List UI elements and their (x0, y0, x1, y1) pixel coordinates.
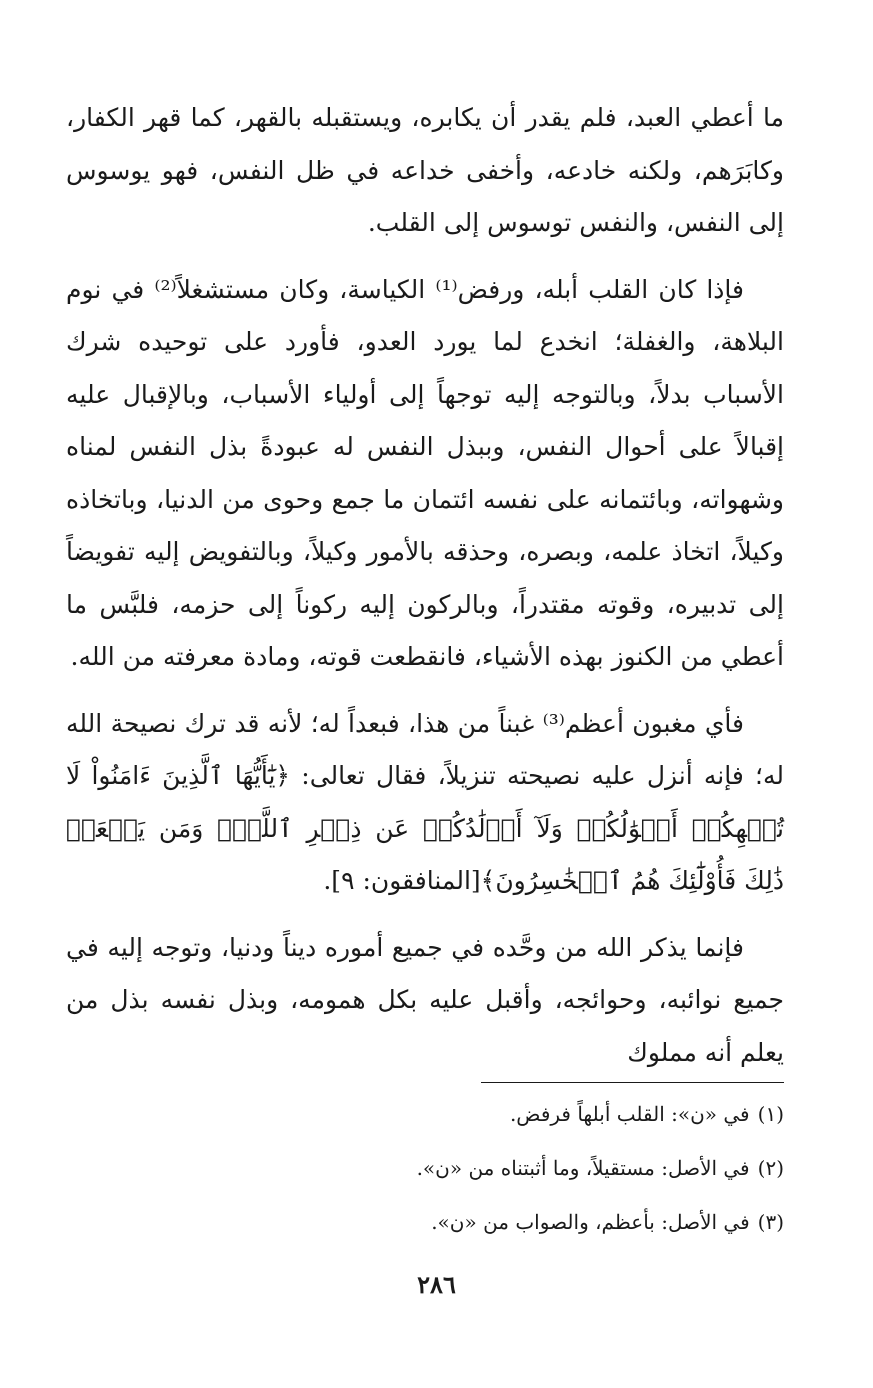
footnote-divider (481, 1082, 784, 1083)
footnote-number: (٣) (757, 1210, 784, 1234)
footnote-text: في الأصل: بأعظم، والصواب من «ن». (431, 1210, 750, 1234)
footnote-number: (٢) (757, 1156, 784, 1180)
footnote-2 (66, 1155, 784, 1182)
footnote-1 (66, 1101, 784, 1128)
footnote-text: في الأصل: مستقيلاً، وما أثبتناه من «ن». (416, 1156, 750, 1180)
paragraph-3 (66, 698, 784, 908)
footnote-text: في «ن»: القلب أبلهاً فرفض. (509, 1102, 750, 1126)
paragraph-2: فإذا كان القلب أبله، ورفض⁽¹⁾ الكياسة، وكان مستشغلاً⁽²⁾ في نوم البلاهة، والغفلة؛ انخدع لما يورد العدو، فأورد على توحيده شرك الأسباب بدلاً، وبالتوجه إليه توجهاً إلى أولياء الأسباب، وبالإقبال عليه إقبالاً على أحوال النفس، وببذل النفس له عبودةً بذل النفس لمناه وشهواته، وبائتمانه على نفسه ائتمان ما جمع وحوى من الدنيا، وباتخاذه وكيلاً، اتخاذ علمه، وبصره، وحذقه بالأمور وكيلاً، وبالتفويض إليه تفويضاً إلى تدبيره، وقوته مقتدراً، وبالركون إليه ركوناً إلى حزمه، فلبَّس ما أعطي من الكنوز بهذه الأشياء، فانقطعت قوته، ومادة معرفته من الله. (66, 274, 784, 671)
main-text (66, 92, 784, 1079)
footnotes (66, 1101, 784, 1263)
quran-verse: ﴿يَٰٓأَيُّهَا ٱلَّذِينَ ءَامَنُواْ لَا تُلۡهِكُمۡ أَمۡوَٰلُكُمۡ وَلَآ أَوۡلَٰدُكُمۡ عَن ذِكۡرِ ٱللَّهِۚ وَمَن يَفۡعَلۡ ذَٰلِكَ فَأُوْلَٰٓئِكَ هُمُ ٱلۡخَٰسِرُونَ﴾ (66, 761, 784, 895)
footnote-3 (66, 1209, 784, 1236)
quran-citation: [المنافقون: ٩]. (323, 866, 481, 895)
page-number: ٢٨٦ (417, 1270, 456, 1299)
paragraph-1: ما أعطي العبد، فلم يقدر أن يكابره، ويستقبله بالقهر، كما قهر الكفار، وكابَرَهم، ولكنه خادعه، وأخفى خداعه في ظل النفس، فهو يوسوس إلى النفس، والنفس توسوس إلى القلب. (66, 103, 784, 237)
footnote-number: (١) (757, 1102, 784, 1126)
paragraph-4: فإنما يذكر الله من وحَّده في جميع أموره ديناً ودنيا، وتوجه إليه في جميع نوائبه، وحوائجه، وأقبل عليه بكل همومه، وبذل نفسه بذل من يعلم أنه مملوك (66, 932, 784, 1067)
paragraph-3-text: فأي مغبون أعظم⁽³⁾ غبناً من هذا، فبعداً له؛ لأنه قد ترك نصيحة الله له؛ فإنه أنزل عليه نصيحته تنزيلاً، فقال تعالى: (66, 708, 785, 790)
